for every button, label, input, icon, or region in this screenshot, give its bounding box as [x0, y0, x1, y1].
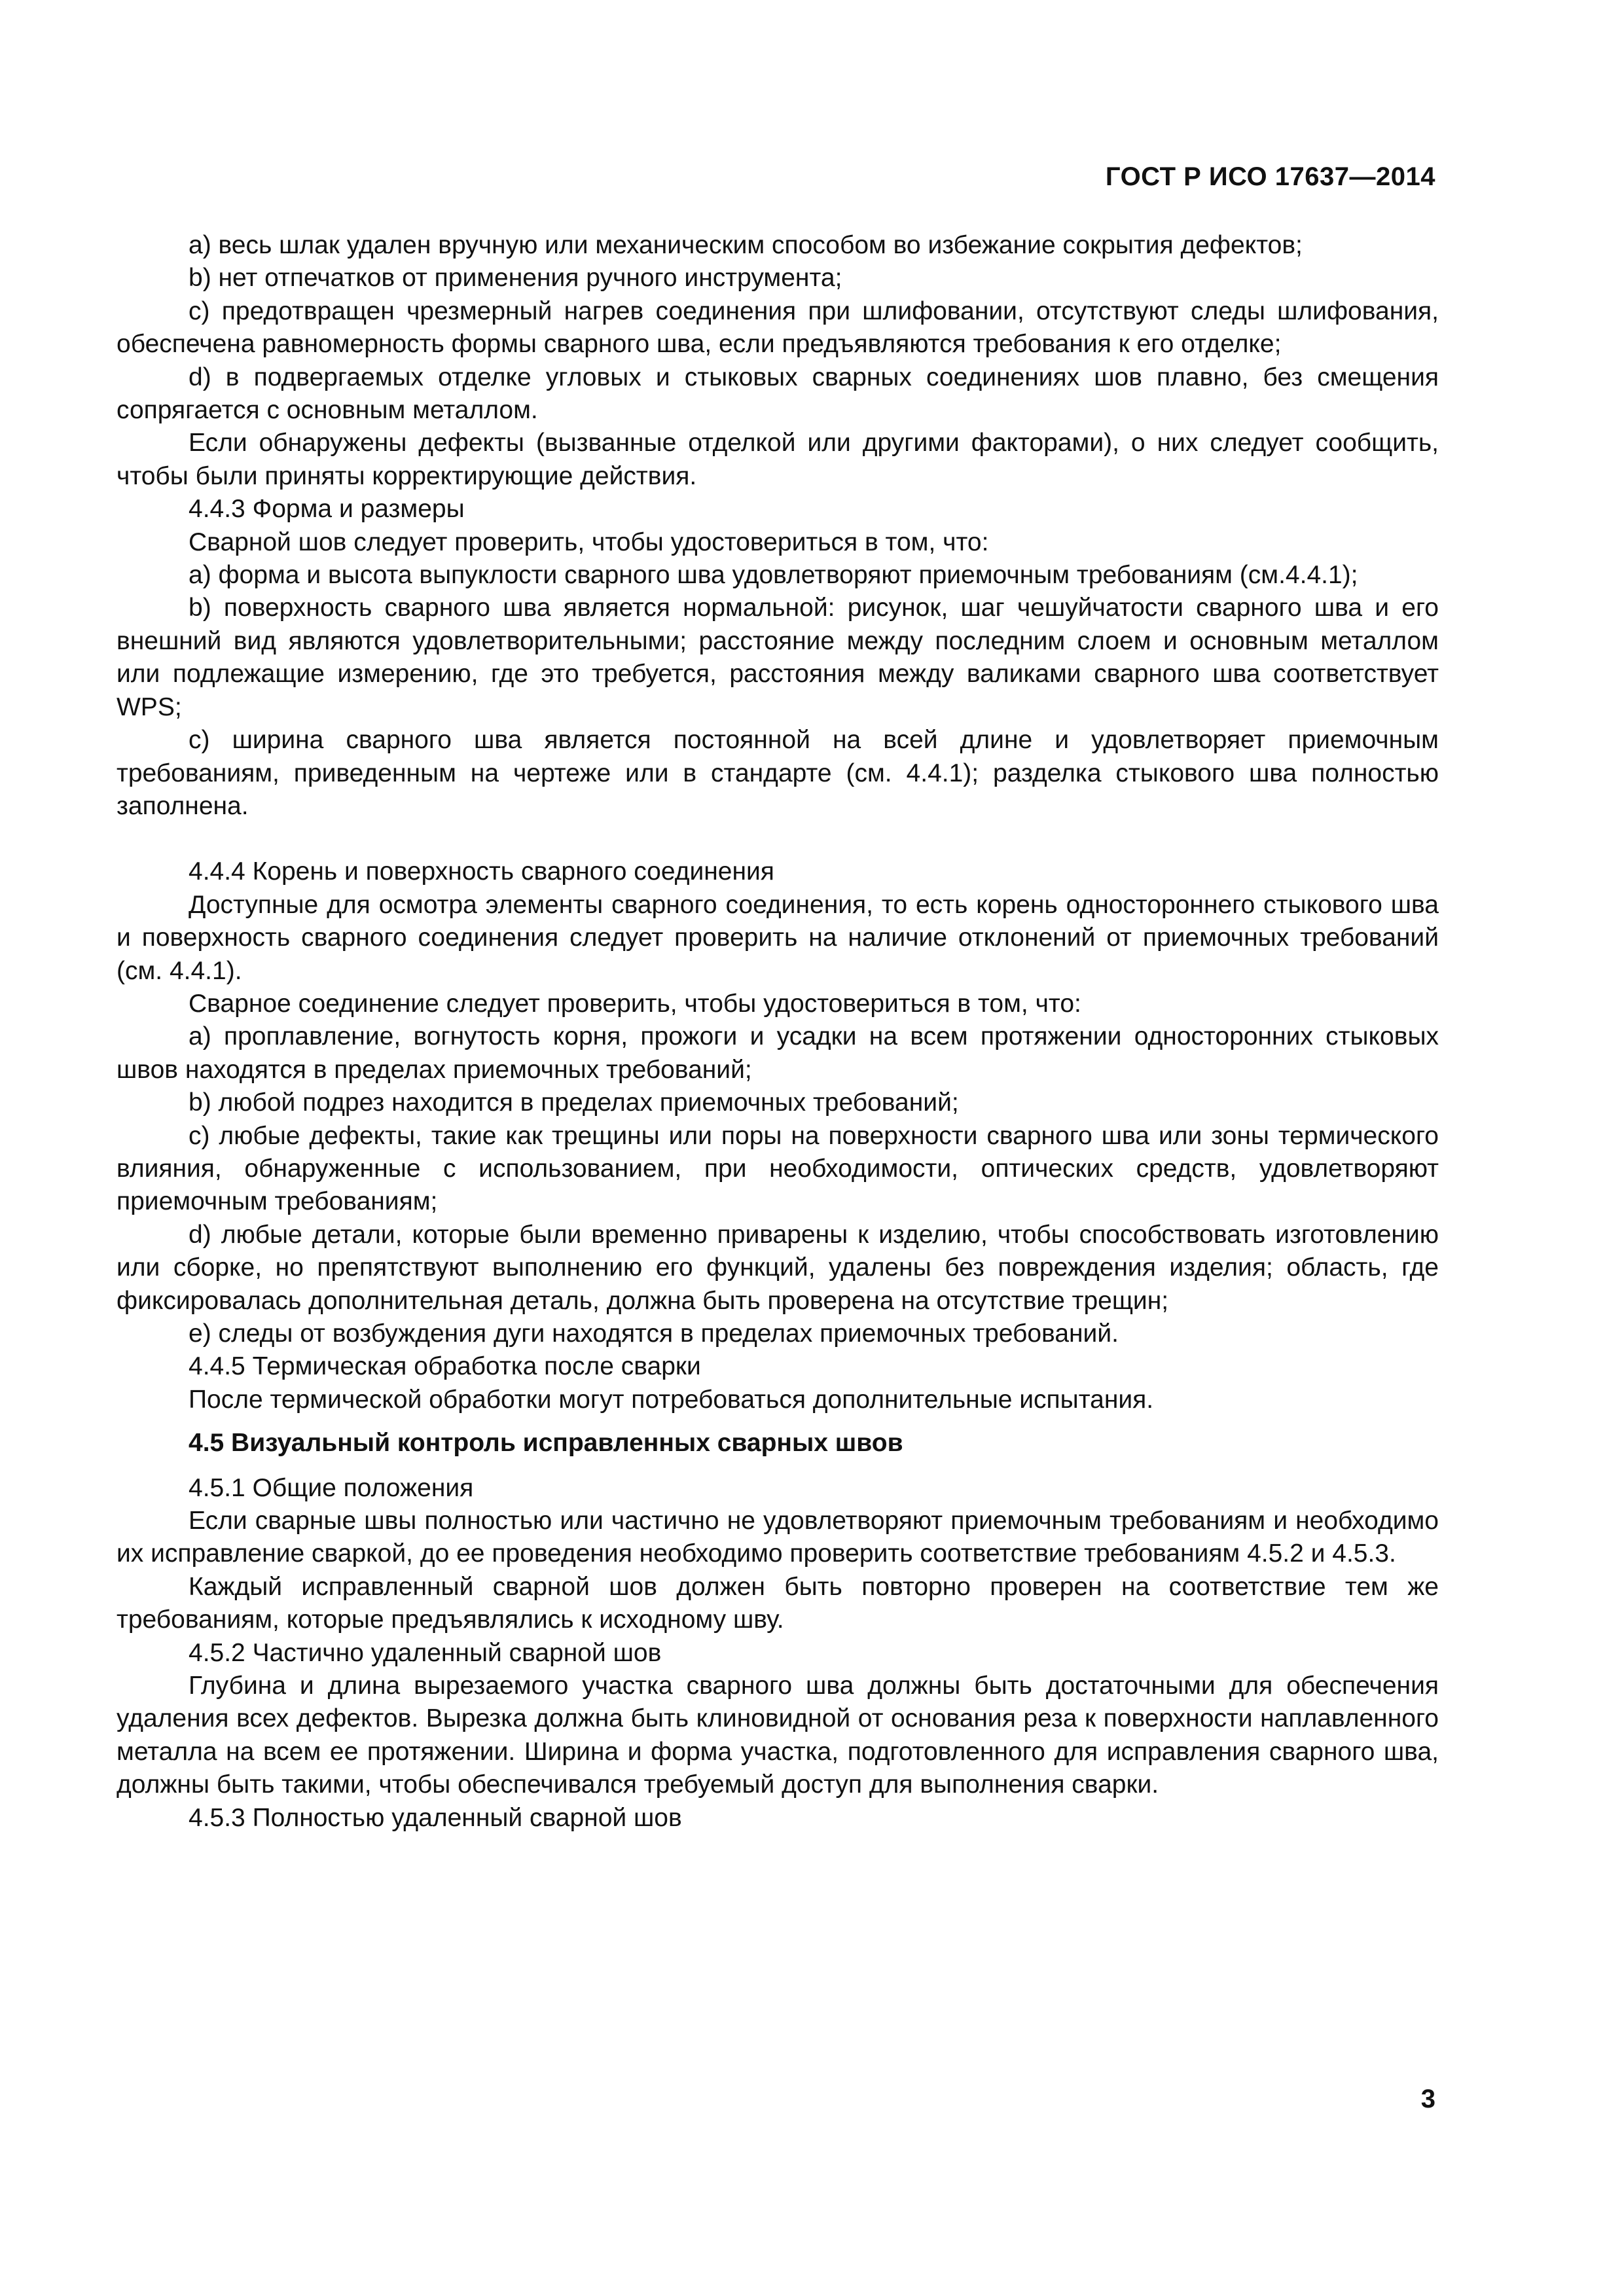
paragraph-overheating: c) предотвращен чрезмерный нагрев соединения при шлифовании, отсутствуют следы шлифования, обеспечена равномерность формы сварного шва, если предъявляются требования к его отделке; [117, 296, 1439, 359]
paragraph-smooth-blend: d) в подвергаемых отделке угловых и стыковых сварных соединениях шов плавно, без смещения сопрягается с основным металлом. [117, 363, 1439, 425]
paragraph-arc-strikes: e) следы от возбуждения дуги находятся в пределах приемочных требований. [189, 1319, 1119, 1348]
section-4-4-3-title: 4.4.3 Форма и размеры [189, 495, 465, 524]
paragraph-no-tool-marks: b) нет отпечатков от применения ручного инструмента; [189, 264, 842, 293]
section-4-4-4-title: 4.4.4 Корень и поверхность сварного соединения [189, 857, 774, 886]
paragraph-shape-height: a) форма и высота выпуклости сварного шва удовлетворяют приемочным требованиям (см.4.4.1); [189, 561, 1358, 590]
section-4-5-heading: 4.5 Визуальный контроль исправленных сварных швов [189, 1429, 903, 1458]
paragraph-cracks-pores: c) любые дефекты, такие как трещины или поры на поверхности сварного шва или зоны термического влияния, обнаруженные с использованием, при необходимости, оптических средств, удовлетворяют приемочным требованиям; [117, 1121, 1439, 1216]
paragraph-accessible-elements: Доступные для осмотра элементы сварного соединения, то есть корень одностороннего стыкового шва и поверхность сварного соединения следует проверить на наличие отклонений от приемочных требований (см. 4.4.1). [117, 890, 1439, 985]
paragraph-excavation: Глубина и длина вырезаемого участка сварного шва должны быть достаточными для обеспечения удаления всех дефектов. Вырезка должна быть клиновидной от основания реза к поверхности наплавленного металла на всем ее протяжении. Ширина и форма участка, подготовленного для исправления сварного шва, должны быть такими, чтобы обеспечивался требуемый доступ для выполнения сварки. [117, 1672, 1439, 1799]
paragraph-repair-requirements: Если сварные швы полностью или частично не удовлетворяют приемочным требованиям и необходимо их исправление сваркой, до ее проведения необходимо проверить соответствие требованиям 4.5.2 и 4.5.3. [117, 1507, 1439, 1568]
section-4-5-3-title: 4.5.3 Полностью удаленный сварной шов [189, 1803, 682, 1832]
standard-designation: ГОСТ Р ИСО 17637—2014 [1105, 162, 1435, 191]
paragraph-defects-report: Если обнаружены дефекты (вызванные отделкой или другими факторами), о них следует сообщить, чтобы были приняты корректирующие действия. [117, 429, 1439, 490]
paragraph-slag-removed: a) весь шлак удален вручную или механическим способом во избежание сокрытия дефектов; [189, 231, 1303, 259]
document-body [117, 229, 1439, 1835]
paragraph-heat-treatment: После термической обработки могут потребоваться дополнительные испытания. [189, 1385, 1154, 1414]
page-number: 3 [1420, 2085, 1435, 2113]
paragraph-undercut: b) любой подрез находится в пределах приемочных требований; [189, 1088, 959, 1117]
paragraph-check-joint: Сварное соединение следует проверить, чтобы удостовериться в том, что: [189, 989, 1081, 1018]
paragraph-reinspection: Каждый исправленный сварной шов должен быть повторно проверен на соответствие тем же требованиям, которые предъявлялись к исходному шву. [117, 1572, 1439, 1634]
paragraph-temporary-parts: d) любые детали, которые были временно приварены к изделию, чтобы способствовать изготовлению или сборке, но препятствуют выполнению его функций, удалены без повреждения изделия; область, где фиксировалась дополнительная деталь, должна быть проверена на отсутствие трещин; [117, 1220, 1439, 1315]
section-4-4-5-title: 4.4.5 Термическая обработка после сварки [189, 1352, 701, 1381]
paragraph-check-weld: Сварной шов следует проверить, чтобы удостовериться в том, что: [189, 528, 989, 556]
paragraph-width-constant: c) ширина сварного шва является постоянной на всей длине и удовлетворяет приемочным требованиям, приведенным на чертеже или в стандарте (см. 4.4.1); разделка стыкового шва полностью заполнена. [117, 726, 1439, 820]
paragraph-surface-normal: b) поверхность сварного шва является нормальной: рисунок, шаг чешуйчатости сварного шва и его внешний вид являются удовлетворительными; расстояние между последним слоем и основным металлом или подлежащие измерению, где это требуется, расстояния между валиками сварного шва соответствует WPS; [117, 594, 1439, 721]
section-4-5-2-title: 4.5.2 Частично удаленный сварной шов [189, 1638, 662, 1667]
paragraph-penetration: a) проплавление, вогнутость корня, прожоги и усадки на всем протяжении односторонних стыковых швов находятся в пределах приемочных требований; [117, 1022, 1439, 1084]
section-4-5-1-title: 4.5.1 Общие положения [189, 1473, 474, 1502]
